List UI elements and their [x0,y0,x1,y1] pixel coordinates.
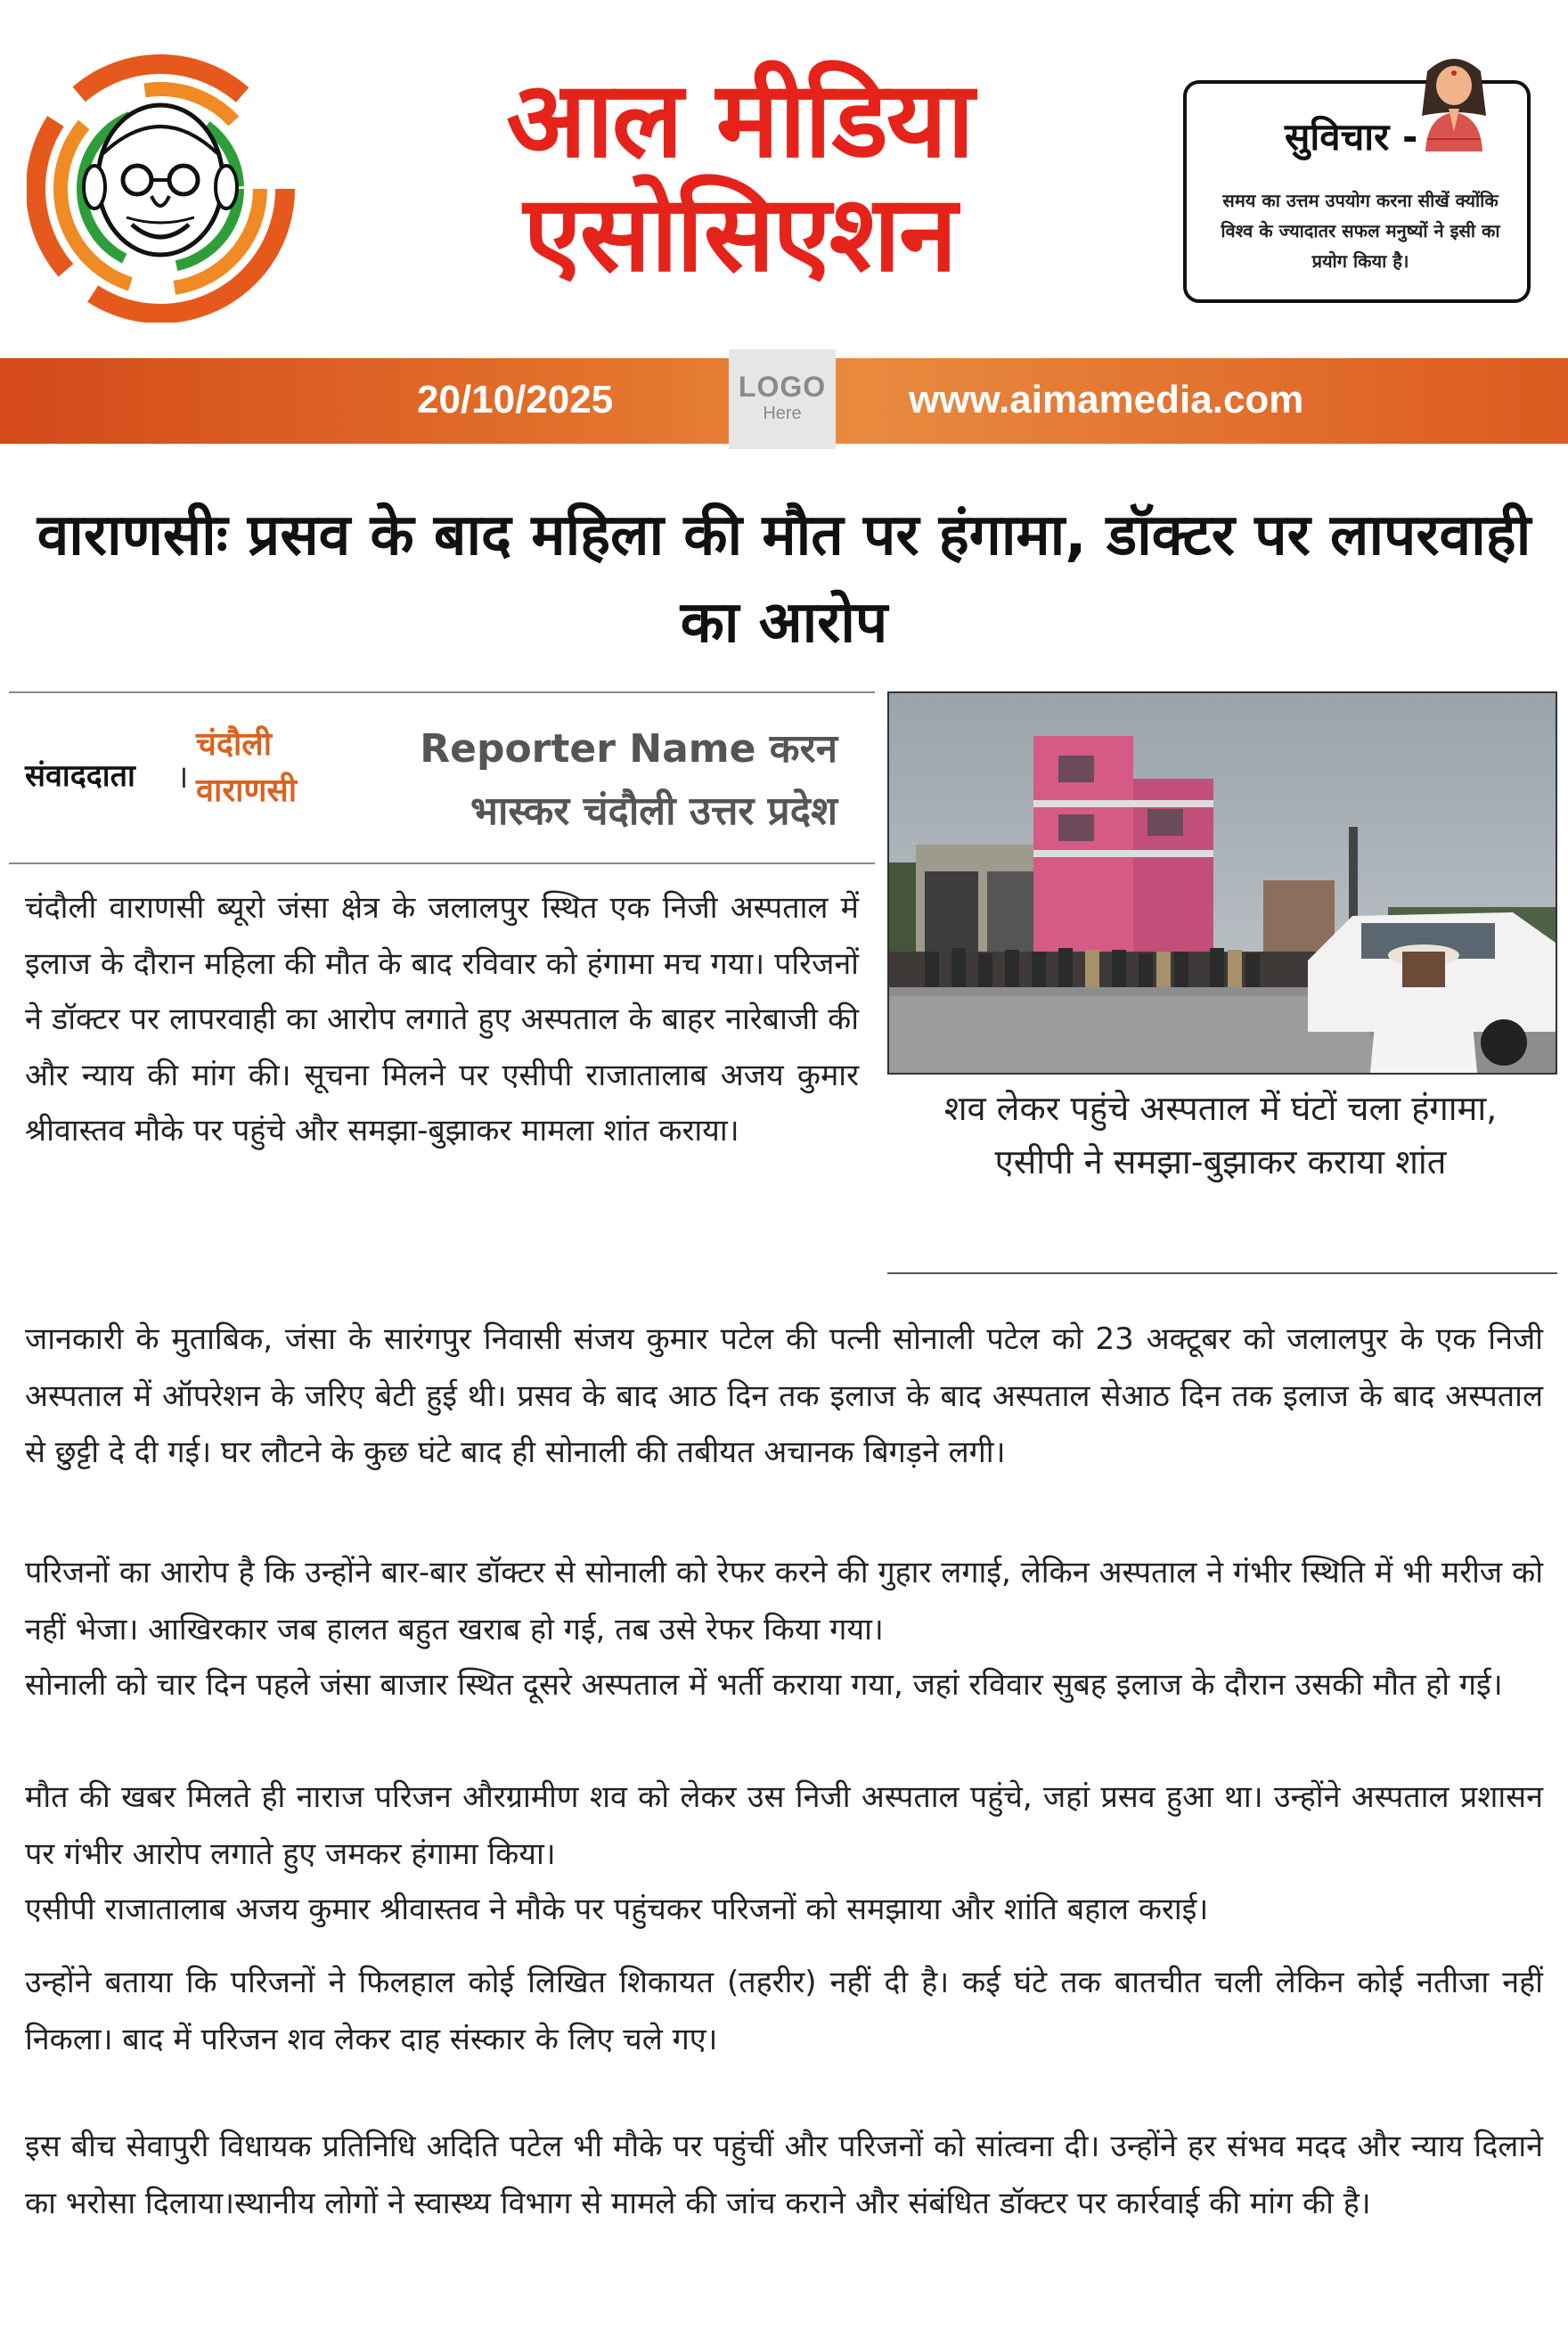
logo-placeholder [729,349,836,449]
quote-text: समय का उत्तम उपयोग करना सीखें क्योंकि विश्व के ज्यादातर सफल मनुष्यों ने इसी का प्रयोग किया है। [1221,190,1500,272]
issue-date: 20/10/2025 [417,378,614,421]
quote-box [1183,80,1531,303]
masthead-title [428,58,1051,295]
byline-city [196,722,297,814]
article-paragraph-6: एसीपी राजातालाब अजय कुमार श्रीवास्तव ने मौके पर पहुंचकर परिजनों को समझाया और शांति बहाल कराई। [25,1892,1209,1927]
article-paragraph-2: जानकारी के मुताबिक, जंसा के सारंगपुर निवासी संजय कुमार पटेल की पत्नी सोनाली पटेल को 23 अक्टूबर को जलालपुर के एक निजी अस्पताल में ऑपरेशन के जरिए बेटी हुई थी। प्रसव के बाद आठ दिन तक इलाज के बाद अस्पताल सेआठ दिन तक इलाज के बाद अस्पताल से छुट्टी दे दी गई। घर लौटने के कुछ घंटे बाद ही सोनाली की तबीयत अचानक बिगड़ने लगी। [25,1321,1543,1470]
article-paragraph-5: मौत की खबर मिलते ही नाराज परिजन औरग्रामीण शव को लेकर उस निजी अस्पताल पहुंचे, जहां प्रसव हुआ था। उन्होंने अस्पताल प्रशासन पर गंभीर आरोप लगाते हुए जमकर हंगामा किया। [25,1779,1543,1872]
namaste-woman-icon [1409,53,1499,151]
article-paragraph-4: सोनाली को चार दिन पहले जंसा बाजार स्थित दूसरे अस्पताल में भर्ती कराया गया, जहां रविवार सुबह इलाज के दौरान उसकी मौत हो गई। [25,1667,1503,1703]
reporter-name: Reporter Name करन भास्कर चंदौली उत्तर प्रदेश [420,726,837,834]
byline-bottom-rule [9,862,875,864]
masthead-title-line2: एसोसिएशन [523,172,956,295]
article-paragraph-3: परिजनों का आरोप है कि उन्होंने बार-बार डॉक्टर से सोनाली को रेफर करने की गुहार लगाई, लेकिन अस्पताल ने गंभीर स्थिति में भी मरीज को नहीं भेजा। आखिरकार जब हालत बहुत खराब हो गई, तब उसे रेफर किया गया। [25,1555,1543,1647]
article-paragraph-7: उन्होंने बताया कि परिजनों ने फिलहाल कोई लिखित शिकायत (तहरीर) नहीं दी है। कई घंटे तक बातचीत चली लेकिन कोई नतीजा नहीं निकला। बाद में परिजन शव लेकर दाह संस्कार के लिए चले गए। [25,1965,1543,2057]
byline-separator: । [176,759,189,796]
website-link[interactable]: www.aimamedia.com [909,378,1304,421]
logo-placeholder-subtext: Here [763,404,802,423]
article-paragraph-8: इस बीच सेवापुरी विधायक प्रतिनिधि अदिति पटेल भी मौके पर पहुंचीं और परिजनों को सांत्वना दी। उन्होंने हर संभव मदद और न्याय दिलाने का भरोसा दिलाया।स्थानीय लोगों ने स्वास्थ्य विभाग से मामले की जांच कराने और संबंधित डॉक्टर पर कार्रवाई की मांग की है। [25,2129,1543,2221]
masthead-title-line1: आल मीडिया [506,58,973,181]
headline: वाराणसीः प्रसव के बाद महिला की मौत पर हंगामा, डॉक्टर पर लापरवाही का आरोप [37,503,1531,656]
logo-placeholder-text: LOGO [738,371,827,403]
caption-bottom-rule [887,1272,1557,1274]
photo-caption: शव लेकर पहुंचे अस्पताल में घंटों चला हंगामा, एसीपी ने समझा-बुझाकर कराया शांत [943,1089,1498,1181]
byline-city-2: वाराणसी [196,773,298,809]
date-band [0,358,1568,444]
byline-top-rule [9,691,875,693]
news-photo [887,691,1557,1075]
gandhi-portrait-logo [27,46,303,323]
byline-label: संवाददाता [25,758,135,794]
byline-city-1: चंदौली [196,726,273,763]
article-paragraph-1: चंदौली वाराणसी ब्यूरो जंसा क्षेत्र के जलालपुर स्थित एक निजी अस्पताल में इलाज के दौरान महिला की मौत के बाद रविवार को हंगामा मच गया। परिजनों ने डॉक्टर पर लापरवाही का आरोप लगाते हुए अस्पताल के बाहर नारेबाजी की और न्याय की मांग की। सूचना मिलने पर एसीपी राजातालाब अजय कुमार श्रीवास्तव मौके पर पहुंचे और समझा-बुझाकर मामला शांत कराया। [25,890,859,1149]
quote-title: सुविचार - [1285,115,1418,159]
news-photo-scene [889,693,1556,1073]
